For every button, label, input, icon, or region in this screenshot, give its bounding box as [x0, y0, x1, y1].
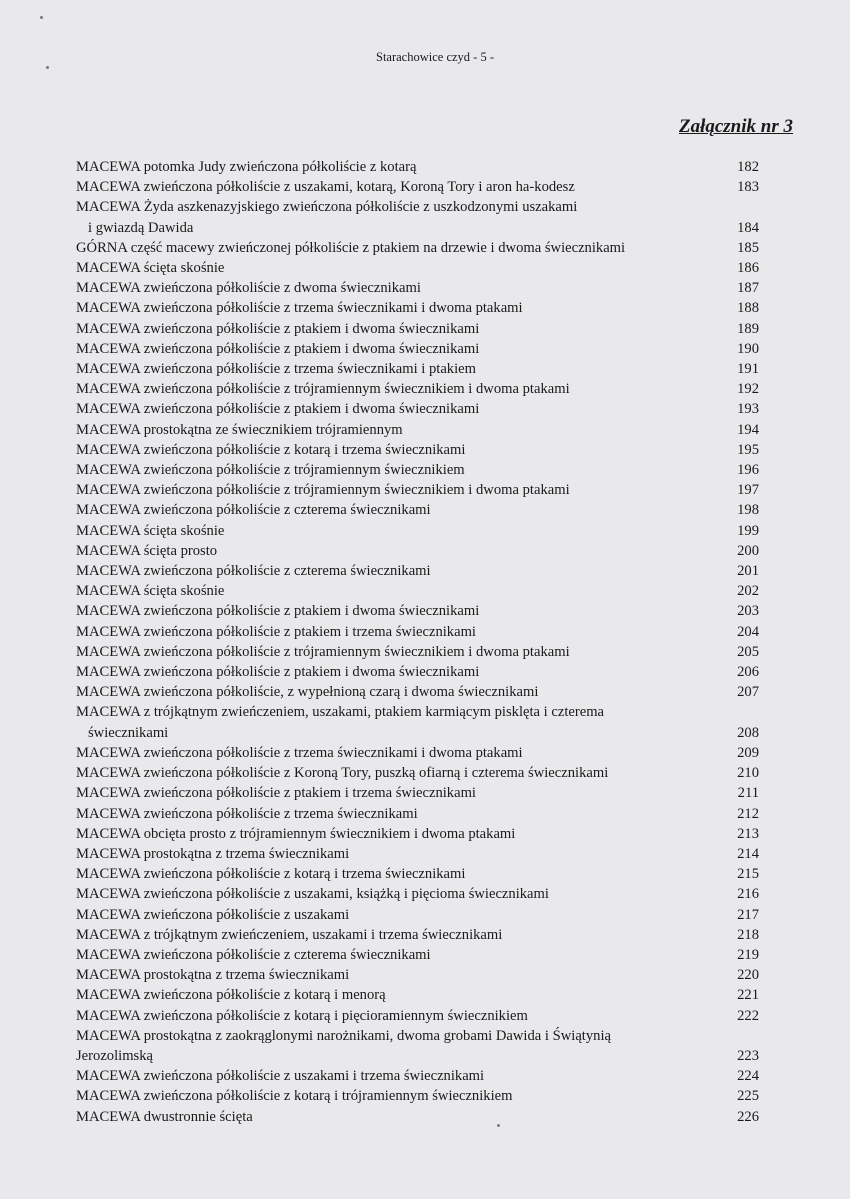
entry-text: MACEWA zwieńczona półkoliście z dwoma świecznikami — [76, 280, 421, 297]
entry-number: 191 — [737, 361, 759, 378]
entry-description — [76, 278, 729, 298]
entry-description — [76, 561, 729, 581]
list-item — [76, 298, 759, 318]
entry-description — [76, 884, 729, 904]
entry-number: 220 — [737, 967, 759, 984]
entry-number: 184 — [737, 219, 759, 236]
entry-number: 217 — [737, 906, 759, 923]
list-item — [76, 783, 759, 803]
entry-text: MACEWA zwieńczona półkoliście z ptakiem i trzema świecznikami — [76, 785, 476, 802]
entry-number: 183 — [737, 179, 759, 196]
entry-text: MACEWA prostokątna z trzema świecznikami — [76, 967, 350, 984]
entry-number: 187 — [737, 280, 759, 297]
entry-text-continuation: Jerozolimską — [76, 1047, 154, 1064]
list-item — [76, 561, 759, 581]
entry-number: 190 — [737, 340, 759, 357]
entry-description — [76, 985, 729, 1005]
entry-text: MACEWA zwieńczona półkoliście z trójramiennym świecznikiem i dwoma ptakami — [76, 482, 570, 499]
list-item — [76, 420, 759, 440]
entry-number: 204 — [737, 623, 759, 640]
entry-number: 212 — [737, 805, 759, 822]
entry-text: MACEWA prostokątna ze świecznikiem trójramiennym — [76, 421, 403, 438]
entry-number: 192 — [737, 381, 759, 398]
entry-number: 202 — [737, 583, 759, 600]
entry-description — [76, 298, 729, 318]
entry-text: MACEWA zwieńczona półkoliście z czterema świecznikami — [76, 946, 431, 963]
list-item — [76, 521, 759, 541]
entry-description — [76, 1107, 729, 1127]
entry-number: 219 — [737, 946, 759, 963]
page-header: Starachowice czyd - 5 - — [376, 50, 494, 64]
list-item — [76, 581, 759, 601]
list-item — [76, 662, 759, 682]
entry-description — [76, 925, 729, 945]
list-item — [76, 440, 759, 460]
entry-number: 225 — [737, 1088, 759, 1105]
entry-description — [76, 763, 729, 783]
entry-text: MACEWA zwieńczona półkoliście z trójramiennym świecznikiem i dwoma ptakami — [76, 643, 570, 660]
entry-number: 185 — [737, 239, 759, 256]
list-item — [76, 1066, 759, 1086]
entry-text: MACEWA ścięta prosto — [76, 542, 218, 559]
entry-description — [76, 824, 729, 844]
entry-number: 226 — [737, 1108, 759, 1125]
entry-description — [76, 359, 729, 379]
entry-description — [76, 319, 729, 339]
entry-number: 205 — [737, 643, 759, 660]
entry-number: 210 — [737, 765, 759, 782]
entry-text: MACEWA zwieńczona półkoliście z ptakiem i trzema świecznikami — [76, 623, 476, 640]
entry-description — [76, 965, 729, 985]
entry-description — [76, 945, 729, 965]
entry-description — [76, 1026, 729, 1066]
entry-text: MACEWA dwustronnie ścięta — [76, 1108, 253, 1125]
entry-description — [76, 804, 729, 824]
entry-description — [76, 1086, 729, 1106]
entry-text: MACEWA prostokątna z trzema świecznikami — [76, 845, 350, 862]
entry-number: 206 — [737, 664, 759, 681]
entry-text: MACEWA ścięta skośnie — [76, 522, 225, 539]
entry-number: 197 — [737, 482, 759, 499]
entry-number: 188 — [737, 300, 759, 317]
list-item — [76, 460, 759, 480]
list-item — [76, 763, 759, 783]
list-item — [76, 258, 759, 278]
list-item — [76, 642, 759, 662]
entry-text: MACEWA zwieńczona półkoliście z ptakiem i dwoma świecznikami — [76, 603, 480, 620]
list-item — [76, 157, 759, 177]
entry-text: MACEWA zwieńczona półkoliście z trzema świecznikami i ptakiem — [76, 361, 476, 378]
list-item — [76, 480, 759, 500]
list-item — [76, 945, 759, 965]
entry-description — [76, 783, 729, 803]
entry-text: MACEWA zwieńczona półkoliście z trójramiennym świecznikiem i dwoma ptakami — [76, 381, 570, 398]
list-item — [76, 177, 759, 197]
entry-number: 208 — [737, 724, 759, 741]
entry-description — [76, 460, 729, 480]
entry-text: MACEWA zwieńczona półkoliście z trzema świecznikami i dwoma ptakami — [76, 744, 523, 761]
entry-text: MACEWA zwieńczona półkoliście z ptakiem i dwoma świecznikami — [76, 664, 480, 681]
entry-text: MACEWA zwieńczona półkoliście z trójramiennym świecznikiem — [76, 462, 465, 479]
entry-description — [76, 702, 729, 742]
entry-number: 203 — [737, 603, 759, 620]
entry-description — [76, 642, 729, 662]
list-item — [76, 1107, 759, 1127]
entry-description — [76, 399, 729, 419]
entry-description — [76, 682, 729, 702]
list-item — [76, 278, 759, 298]
entry-description — [76, 339, 729, 359]
list-item — [76, 1026, 759, 1066]
entry-description — [76, 1006, 729, 1026]
entry-text: MACEWA zwieńczona półkoliście z kotarą i pięcioramiennym świecznikiem — [76, 1007, 528, 1024]
entry-text: MACEWA zwieńczona półkoliście z uszakami, kotarą, Koroną Tory i aron ha-kodesz — [76, 179, 575, 196]
entry-text: MACEWA zwieńczona półkoliście z Koroną Tory, puszką ofiarną i czterema świecznikami — [76, 765, 609, 782]
entry-description — [76, 622, 729, 642]
entry-description — [76, 601, 729, 621]
entry-text-continuation: i gwiazdą Dawida — [88, 219, 194, 236]
entry-description — [76, 581, 729, 601]
list-item — [76, 702, 759, 742]
entry-description — [76, 420, 729, 440]
entry-number: 195 — [737, 441, 759, 458]
entry-list — [76, 157, 759, 1127]
entry-text: MACEWA z trójkątnym zwieńczeniem, uszakami i trzema świecznikami — [76, 926, 503, 943]
scan-speck — [46, 66, 49, 69]
entry-number: 224 — [737, 1068, 759, 1085]
entry-description — [76, 157, 729, 177]
entry-text-continuation: świecznikami — [88, 724, 169, 741]
entry-number: 201 — [737, 563, 759, 580]
entry-description — [76, 197, 729, 237]
entry-description — [76, 480, 729, 500]
annex-title: Załącznik nr 3 — [678, 116, 793, 137]
list-item — [76, 359, 759, 379]
entry-number: 209 — [737, 744, 759, 761]
list-item — [76, 622, 759, 642]
entry-description — [76, 238, 729, 258]
entry-number: 194 — [737, 421, 759, 438]
entry-description — [76, 258, 729, 278]
scan-speck — [40, 16, 43, 19]
entry-description — [76, 541, 729, 561]
list-item — [76, 197, 759, 237]
list-item — [76, 985, 759, 1005]
entry-text: MACEWA z trójkątnym zwieńczeniem, uszakami, ptakiem karmiącym pisklęta i czterema — [76, 704, 605, 721]
list-item — [76, 379, 759, 399]
list-item — [76, 864, 759, 884]
entry-description — [76, 521, 729, 541]
list-item — [76, 238, 759, 258]
entry-text: MACEWA zwieńczona półkoliście z ptakiem i dwoma świecznikami — [76, 401, 480, 418]
entry-text: MACEWA prostokątna z zaokrąglonymi narożnikami, dwoma grobami Dawida i Świątynią — [76, 1027, 611, 1044]
entry-text: GÓRNA część macewy zwieńczonej półkoliście z ptakiem na drzewie i dwoma świecznikami — [76, 239, 626, 256]
entry-number: 200 — [737, 542, 759, 559]
entry-number: 213 — [737, 825, 759, 842]
entry-text: MACEWA zwieńczona półkoliście z kotarą i menorą — [76, 987, 386, 1004]
entry-text: MACEWA zwieńczona półkoliście z ptakiem i dwoma świecznikami — [76, 320, 480, 337]
entry-text: MACEWA zwieńczona półkoliście z trzema świecznikami i dwoma ptakami — [76, 300, 523, 317]
entry-number: 193 — [737, 401, 759, 418]
entry-description — [76, 844, 729, 864]
entry-text: MACEWA zwieńczona półkoliście z kotarą i trójramiennym świecznikiem — [76, 1088, 513, 1105]
entry-number: 186 — [737, 260, 759, 277]
list-item — [76, 743, 759, 763]
entry-text: MACEWA Żyda aszkenazyjskiego zwieńczona półkoliście z uszkodzonymi uszakami — [76, 199, 578, 216]
list-item — [76, 925, 759, 945]
list-item — [76, 804, 759, 824]
entry-number: 199 — [737, 522, 759, 539]
entry-number: 207 — [737, 684, 759, 701]
list-item — [76, 1006, 759, 1026]
entry-description — [76, 743, 729, 763]
list-item — [76, 601, 759, 621]
entry-text: MACEWA zwieńczona półkoliście z kotarą i trzema świecznikami — [76, 866, 466, 883]
entry-description — [76, 1066, 729, 1086]
entry-number: 223 — [737, 1047, 759, 1064]
list-item — [76, 905, 759, 925]
list-item — [76, 319, 759, 339]
entry-number: 215 — [737, 866, 759, 883]
entry-description — [76, 379, 729, 399]
entry-text: MACEWA zwieńczona półkoliście z uszakami i trzema świecznikami — [76, 1068, 485, 1085]
list-item — [76, 884, 759, 904]
entry-number: 216 — [737, 886, 759, 903]
entry-description — [76, 662, 729, 682]
list-item — [76, 500, 759, 520]
entry-description — [76, 905, 729, 925]
entry-description — [76, 864, 729, 884]
list-item — [76, 1086, 759, 1106]
list-item — [76, 844, 759, 864]
entry-text: MACEWA zwieńczona półkoliście z ptakiem i dwoma świecznikami — [76, 340, 480, 357]
list-item — [76, 339, 759, 359]
entry-number: 182 — [737, 159, 759, 175]
entry-text: MACEWA zwieńczona półkoliście z kotarą i trzema świecznikami — [76, 441, 466, 458]
list-item — [76, 541, 759, 561]
entry-number: 196 — [737, 462, 759, 479]
entry-number: 218 — [737, 926, 759, 943]
list-item — [76, 965, 759, 985]
scan-speck — [497, 1124, 500, 1127]
list-item — [76, 682, 759, 702]
entry-number: 214 — [737, 845, 759, 862]
entry-number: 221 — [737, 987, 759, 1004]
entry-number: 198 — [737, 502, 759, 519]
entry-text: MACEWA zwieńczona półkoliście z uszakami, książką i pięcioma świecznikami — [76, 886, 549, 903]
entry-text: MACEWA ścięta skośnie — [76, 260, 225, 277]
entry-text: MACEWA zwieńczona półkoliście, z wypełnioną czarą i dwoma świecznikami — [76, 684, 539, 701]
list-item — [76, 824, 759, 844]
entry-description — [76, 500, 729, 520]
entry-text: MACEWA ścięta skośnie — [76, 583, 225, 600]
entry-text: MACEWA potomka Judy zwieńczona półkoliście z kotarą — [76, 159, 417, 175]
list-item — [76, 399, 759, 419]
entry-text: MACEWA zwieńczona półkoliście z czterema świecznikami — [76, 563, 431, 580]
entry-number: 222 — [737, 1007, 759, 1024]
entry-text: MACEWA zwieńczona półkoliście z czterema świecznikami — [76, 502, 431, 519]
entry-text: MACEWA obcięta prosto z trójramiennym świecznikiem i dwoma ptakami — [76, 825, 516, 842]
entry-text: MACEWA zwieńczona półkoliście z trzema świecznikami — [76, 805, 418, 822]
entry-text: MACEWA zwieńczona półkoliście z uszakami — [76, 906, 350, 923]
entry-number: 189 — [737, 320, 759, 337]
entry-description — [76, 177, 729, 197]
entry-number: 211 — [737, 785, 759, 802]
entry-description — [76, 440, 729, 460]
